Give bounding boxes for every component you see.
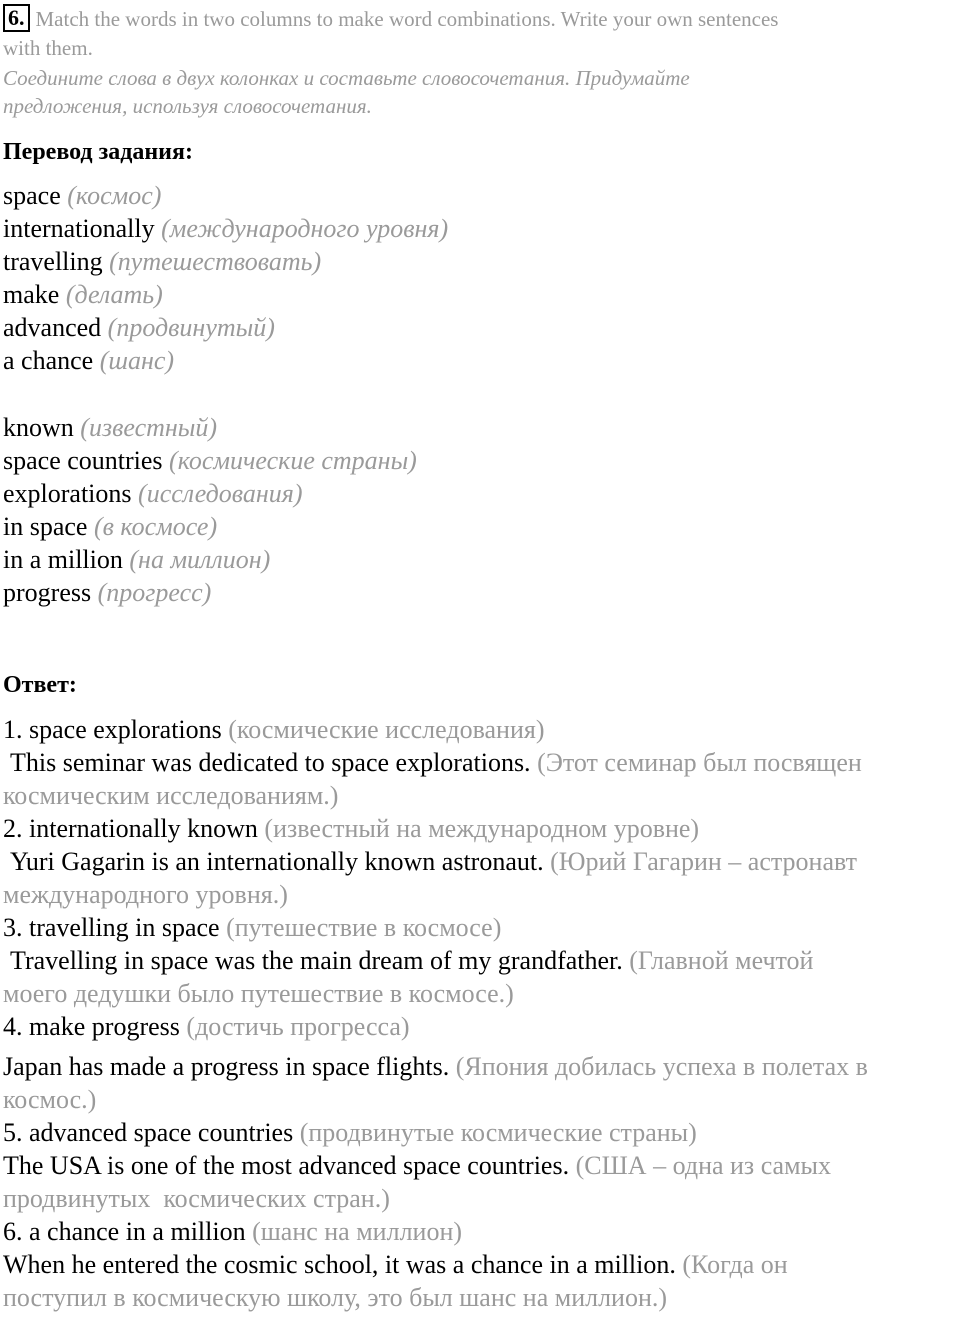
word-column-1	[3, 179, 448, 377]
answer-combo	[3, 1215, 958, 1248]
word-item	[3, 344, 448, 377]
combo-translation: (шанс на миллион)	[252, 1217, 463, 1246]
task-line-1	[3, 4, 958, 34]
word-item	[3, 179, 448, 212]
word-translation: (космические страны)	[169, 446, 417, 475]
word-item	[3, 477, 417, 510]
sentence-translation-cont: космос.)	[3, 1085, 97, 1114]
word-translation: (космос)	[67, 181, 162, 210]
word-item	[3, 311, 448, 344]
task-number: 6.	[3, 4, 30, 32]
answer-sentence	[3, 1248, 958, 1281]
sentence-text: Travelling in space was the main dream of my grandfather.	[10, 946, 623, 975]
answer-block	[3, 1215, 958, 1314]
answer-sentence	[3, 845, 958, 878]
answer-combo	[3, 812, 958, 845]
combo-translation: (известный на международном уровне)	[264, 814, 700, 843]
combo-text: 4. make progress	[3, 1012, 180, 1041]
sentence-translation: (США – одна из самых	[575, 1151, 832, 1180]
word-item	[3, 444, 417, 477]
instruction-ru-2: предложения, используя словосочетания.	[3, 94, 372, 118]
word-translation: (в космосе)	[93, 512, 218, 541]
instruction-en-2: with them.	[3, 36, 93, 60]
word: in a million	[3, 545, 123, 574]
sentence-translation-cont: международного уровня.)	[3, 880, 288, 909]
answer-sentence	[3, 944, 958, 977]
word: make	[3, 280, 60, 309]
word-translation: (шанс)	[99, 346, 175, 375]
word: space	[3, 181, 61, 210]
sentence-translation-cont: моего дедушки было путешествие в космосе.)	[3, 979, 514, 1008]
sentence-text: This seminar was dedicated to space explorations.	[10, 748, 531, 777]
answer-combo	[3, 1010, 958, 1043]
answer-heading: Ответ:	[3, 672, 77, 698]
word: progress	[3, 578, 92, 607]
answer-sentence	[3, 1050, 958, 1083]
word: explorations	[3, 479, 132, 508]
word-item	[3, 576, 417, 609]
word: a chance	[3, 346, 94, 375]
word-item	[3, 245, 448, 278]
answer-combo	[3, 713, 958, 746]
answer-block	[3, 1116, 958, 1215]
word-translation: (делать)	[65, 280, 163, 309]
word-translation: (известный)	[80, 413, 218, 442]
answer-block	[3, 1010, 958, 1116]
word-translation: (международного уровня)	[161, 214, 449, 243]
sentence-translation: (Юрий Гагарин – астронавт	[550, 847, 857, 876]
word: internationally	[3, 214, 155, 243]
combo-translation: (космические исследования)	[228, 715, 545, 744]
combo-text: 2. internationally known	[3, 814, 258, 843]
answer-block	[3, 911, 958, 1010]
combo-text: 3. travelling in space	[3, 913, 220, 942]
word: advanced	[3, 313, 102, 342]
sentence-translation: (Япония добилась успеха в полетах в	[455, 1052, 868, 1081]
sentence-translation-cont: космическим исследованиям.)	[3, 781, 339, 810]
word-item	[3, 278, 448, 311]
task-instruction-ru	[3, 64, 958, 120]
sentence-translation-cont: продвинутых космических стран.)	[3, 1184, 390, 1213]
word-translation: (прогресс)	[97, 578, 212, 607]
word: known	[3, 413, 74, 442]
combo-text: 1. space explorations	[3, 715, 222, 744]
word-item	[3, 212, 448, 245]
word: travelling	[3, 247, 103, 276]
sentence-text: When he entered the cosmic school, it was a chance in a million.	[3, 1250, 676, 1279]
word: space countries	[3, 446, 163, 475]
sentence-text: The USA is one of the most advanced space countries.	[3, 1151, 570, 1180]
combo-translation: (продвинутые космические страны)	[299, 1118, 697, 1147]
instruction-ru-1: Соедините слова в двух колонках и составьте словосочетания. Придумайте	[3, 66, 690, 90]
sentence-text: Japan has made a progress in space flights.	[3, 1052, 450, 1081]
sentence-translation: (Этот семинар был посвящен	[537, 748, 862, 777]
word-item	[3, 543, 417, 576]
answer-combo	[3, 911, 958, 944]
answer-combo	[3, 1116, 958, 1149]
answer-sentence	[3, 746, 958, 779]
task-instruction	[3, 4, 958, 63]
combo-translation: (достичь прогресса)	[186, 1012, 410, 1041]
answer-block	[3, 812, 958, 911]
word-translation: (исследования)	[138, 479, 303, 508]
word-translation: (путешествовать)	[109, 247, 322, 276]
word-item	[3, 510, 417, 543]
answer-block	[3, 713, 958, 812]
translation-heading: Перевод задания:	[3, 139, 193, 165]
combo-translation: (путешествие в космосе)	[226, 913, 502, 942]
word-translation: (продвинутый)	[107, 313, 275, 342]
answer-sentence	[3, 1149, 958, 1182]
sentence-translation-cont: поступил в космическую школу, это был шанс на миллион.)	[3, 1283, 668, 1312]
word-translation: (на миллион)	[129, 545, 271, 574]
word: in space	[3, 512, 88, 541]
word-column-2	[3, 411, 417, 609]
answers-list	[3, 713, 958, 1314]
instruction-en-1: Match the words in two columns to make word combinations. Write your own sentences	[35, 7, 779, 31]
combo-text: 6. a chance in a million	[3, 1217, 246, 1246]
sentence-text: Yuri Gagarin is an internationally known astronaut.	[10, 847, 544, 876]
sentence-translation: (Главной мечтой	[629, 946, 814, 975]
sentence-translation: (Когда он	[682, 1250, 788, 1279]
combo-text: 5. advanced space countries	[3, 1118, 294, 1147]
word-item	[3, 411, 417, 444]
